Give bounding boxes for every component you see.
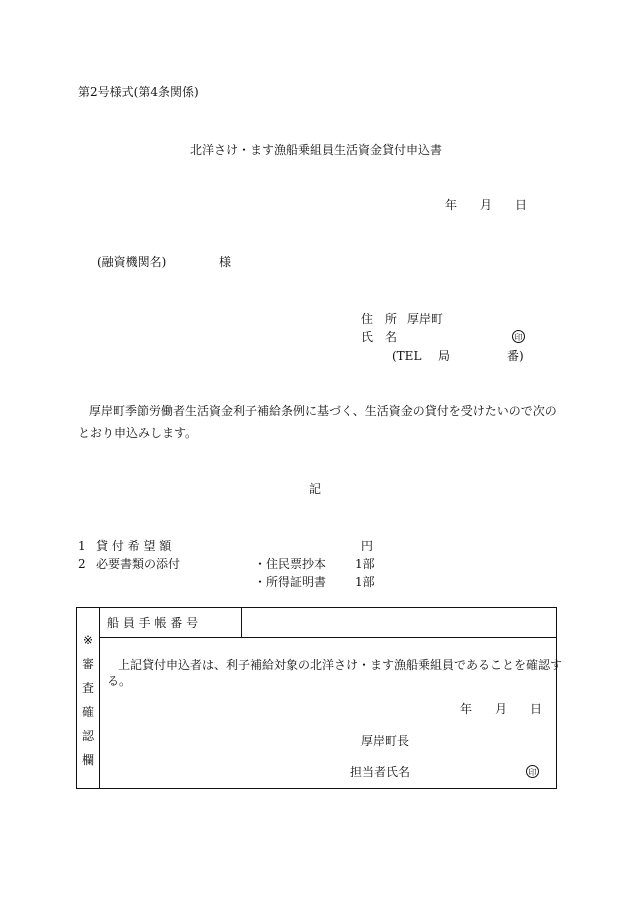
- officer-seal-icon: 印: [526, 765, 539, 778]
- review-date-year: 年: [460, 702, 473, 716]
- item-2-num: 2: [78, 557, 86, 571]
- review-side-label: ※ 審 査 確 認 欄: [81, 633, 94, 767]
- name-label: 氏 名: [361, 330, 398, 344]
- address-value: 厚岸町: [407, 312, 444, 326]
- crew-book-label: 船 員 手 帳 番 号: [107, 616, 199, 630]
- item-1-num: 1: [78, 539, 86, 553]
- confirm-line-1: 上記貸付申込者は、利子補給対象の北洋さけ・ます漁船乗組員であることを確認す: [118, 658, 563, 672]
- addressee-institution: (融資機関名): [97, 255, 167, 269]
- body-line-1: 厚岸町季節労働者生活資金利子補給条例に基づく、生活資金の貸付を受けたいので次の: [89, 404, 557, 418]
- item-2-label: 必要書類の添付: [96, 557, 181, 571]
- item-1-label: 貸 付 希 望 額: [96, 539, 172, 553]
- form-number: 第2号様式(第4条関係): [78, 85, 199, 99]
- officer-label: 担当者氏名: [350, 765, 411, 779]
- doc-2-qty: 1部: [355, 575, 375, 589]
- tel-number: 番): [507, 349, 524, 363]
- confirm-line-2: る。: [107, 674, 132, 688]
- review-date-month: 月: [495, 702, 508, 716]
- tel-station: 局: [438, 349, 451, 363]
- review-divider-v: [99, 607, 100, 789]
- doc-2-name: ・所得証明書: [254, 575, 327, 589]
- tel-label: (TEL: [392, 349, 422, 363]
- mayor-label: 厚岸町長: [361, 734, 410, 748]
- item-1-value: 円: [361, 539, 374, 553]
- review-divider-h: [99, 637, 557, 638]
- ki-heading: 記: [309, 482, 322, 496]
- addressee-honorific: 様: [219, 255, 232, 269]
- applicant-seal-icon: 印: [512, 330, 525, 343]
- crew-book-divider: [241, 607, 242, 637]
- body-line-2: とおり申込みします。: [78, 426, 198, 440]
- doc-1-qty: 1部: [355, 557, 375, 571]
- date-day: 日: [515, 198, 528, 212]
- page-title: 北洋さけ・ます漁船乗組員生活資金貸付申込書: [190, 143, 443, 157]
- date-year: 年: [445, 198, 458, 212]
- review-box: [76, 607, 557, 789]
- review-date-day: 日: [530, 702, 543, 716]
- address-label: 住 所: [361, 312, 398, 326]
- date-month: 月: [480, 198, 493, 212]
- doc-1-name: ・住民票抄本: [254, 557, 327, 571]
